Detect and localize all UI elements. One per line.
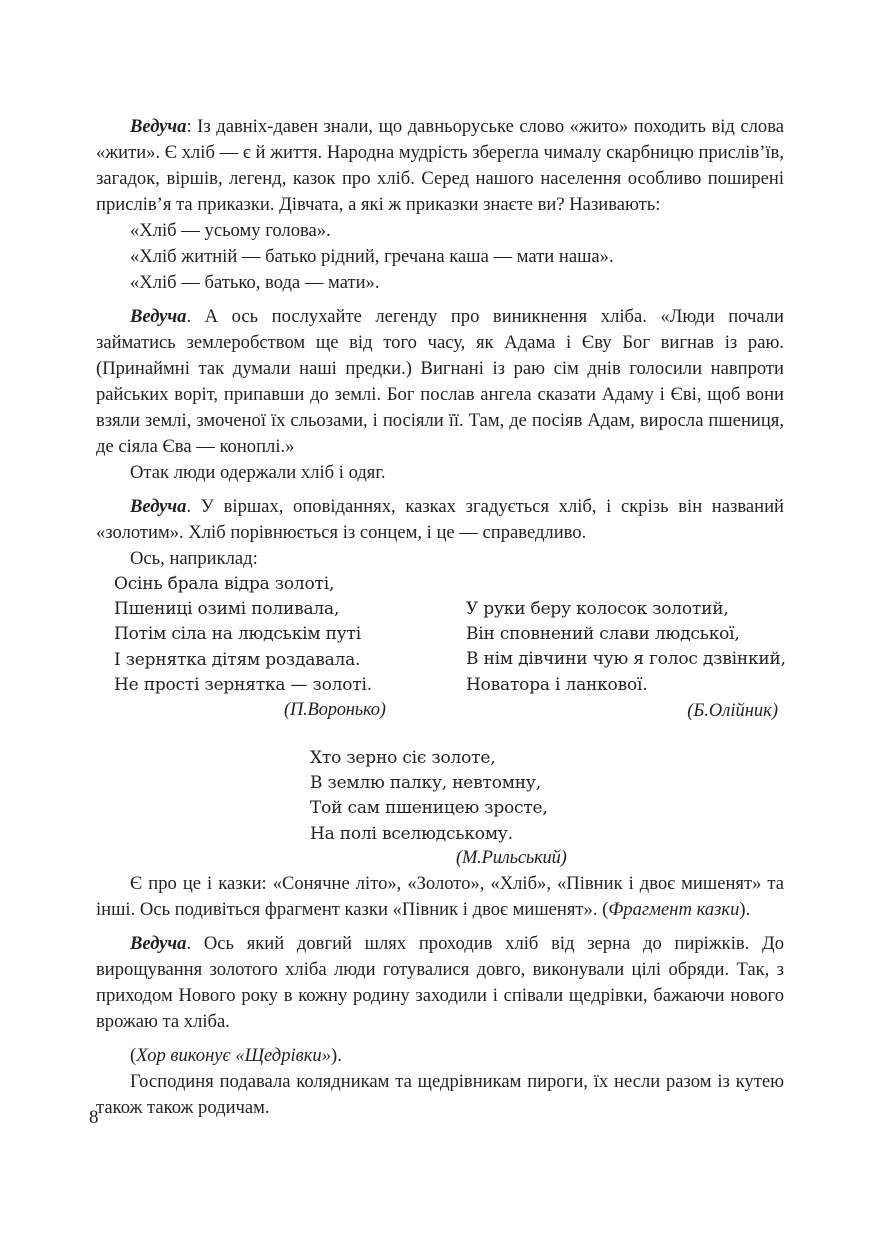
poem-line: У руки беру колосок золотий,: [466, 599, 729, 619]
poem-line: На полі вселюдському.: [310, 823, 513, 844]
poem-line: Той сам пшеницею зросте,: [310, 798, 548, 819]
poem-line: Хто зерно сіє золоте,: [310, 748, 496, 768]
poem-line: Пшениці озимі поливала,: [114, 599, 340, 620]
page-number: 8: [89, 1107, 99, 1128]
paragraph-conclusion: Отак люди одержали хліб і одяг.: [130, 462, 386, 483]
poem-line: В нім дівчини чую я голос дзвінкий,: [466, 649, 786, 670]
poems-row: [96, 572, 784, 740]
poem-author: (П.Воронько): [284, 700, 386, 720]
paragraph-hostess: Господиня подавала колядникам та щедрівникам пироги, їх несли разом із кутею також також родичам.: [96, 1071, 784, 1118]
stage-direction: Хор виконує «Щедрівки»: [136, 1045, 332, 1066]
paragraph-text: ).: [331, 1045, 342, 1066]
paragraph-text: . У віршах, оповіданнях, казках згадується хліб, і скрізь він названий «золотим». Хліб порівнюється із сонцем, і це — справедливо.: [96, 496, 784, 543]
paragraph-example: Ось, наприклад:: [130, 548, 258, 569]
speaker-label: Ведуча: [130, 116, 187, 137]
poem-line: Новатора і ланкової.: [466, 674, 648, 695]
poem-voronko: [114, 572, 386, 720]
poem-oliynyk: [466, 597, 786, 698]
proverb: «Хліб — батько, вода — мати».: [130, 272, 380, 293]
proverb: «Хліб житній — батько рідний, гречана каша — мати наша».: [130, 246, 614, 267]
poem-rylskyi: [310, 746, 784, 871]
paragraph-text: . А ось послухайте легенду про виникнення хліба. «Люди почали займатись землеробством ще від того часу, як Адама і Єву Бог вигнав із раю. (Принаймні так думали наші предки.) Вигнані із раю сім днів голосили навпроти райських воріт, припавши до землі. Бог послав ангела сказати Адаму і Єві, щоб вони взяли землі, змоченої їх сльозами, і посіяли її. Там, де посіяв Адам, виросла пшениця, де сіяла Єва — коноплі.»: [96, 306, 784, 457]
page-body: [96, 114, 784, 1121]
paragraph-legend: [96, 304, 784, 460]
stage-direction: Фрагмент казки: [608, 899, 740, 920]
poem-author: (Б.Олійник): [687, 701, 778, 721]
paragraph-choir: [96, 1043, 784, 1069]
poem-line: Він сповнений слави людської,: [466, 624, 740, 645]
speaker-label: Ведуча: [130, 496, 187, 517]
poem-line: Потім сіла на людськім путі: [114, 624, 362, 645]
paragraph-text: Є про це і казки: «Сонячне літо», «Золото», «Хліб», «Півник і двоє мишенят» та інші. Ось подивіться фрагмент казки «Півник і двоє мишенят». (: [96, 873, 784, 920]
speaker-label: Ведуча: [130, 306, 187, 327]
paragraph-path: [96, 931, 784, 1035]
paragraph-tales: [96, 871, 784, 923]
paragraph-text: (: [130, 1045, 137, 1066]
paragraph-text: ).: [739, 899, 751, 920]
proverb: «Хліб — усьому голова».: [130, 220, 331, 241]
speaker-label: Ведуча: [130, 933, 187, 954]
poem-author: (М.Рильський): [456, 848, 567, 868]
paragraph-intro: [96, 114, 784, 218]
poem-line: Не прості зернятка — золоті.: [114, 674, 372, 695]
poem-line: Осінь брала відра золоті,: [114, 574, 335, 594]
poem-line: В землю палку, невтомну,: [310, 773, 541, 794]
paragraph-text: . Ось який довгий шлях проходив хліб від зерна до пиріжків. До вирощування золотого хліба люди готувалися довго, виконували цілі обряди. Так, з приходом Нового року в кожну родину заходили і співали щедрівки, бажаючи нового врожаю та хліба.: [96, 933, 784, 1032]
poem-line: І зернятка дітям роздавала.: [114, 649, 361, 670]
paragraph-text: : Із давніх-давен знали, що давньоруське слово «жито» походить від слова «жити». Є хліб — є й життя. Народна мудрість зберегла чималу скарбницю прислів’їв, загадок, віршів, легенд, казок про хліб. Серед нашого населення особливо поширені прислів’я та приказки. Дівчата, а які ж приказки знаєте ви? Називають:: [96, 116, 784, 215]
paragraph-golden: [96, 494, 784, 546]
